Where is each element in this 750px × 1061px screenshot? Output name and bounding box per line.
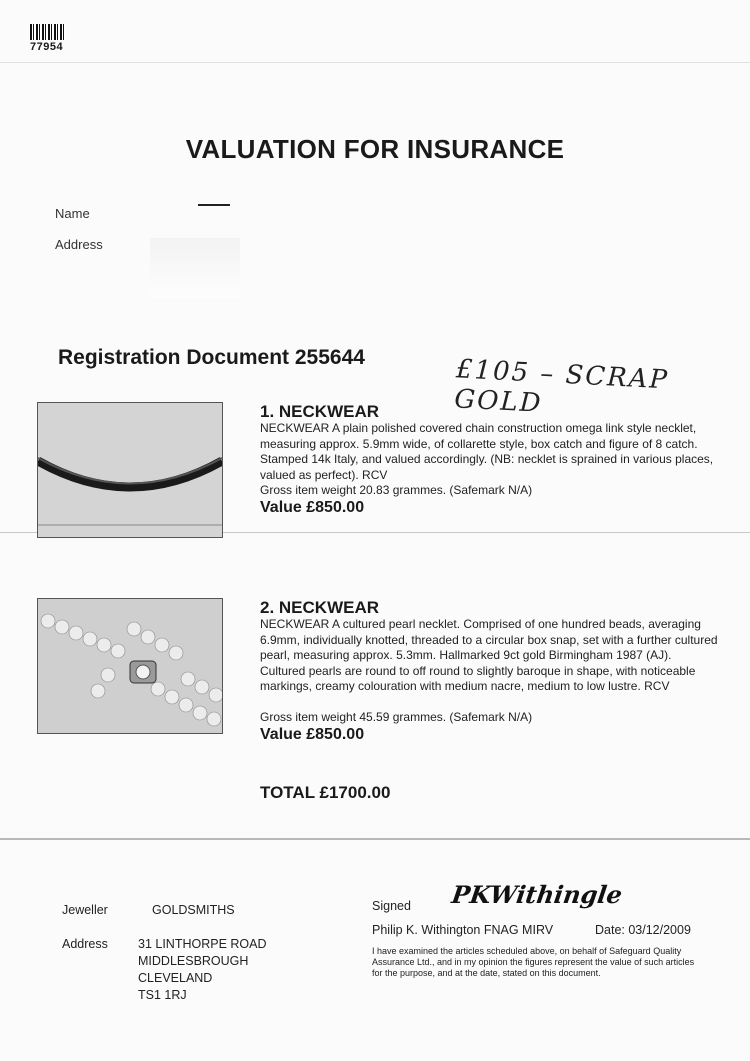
- signature-image: PKWithingle: [449, 880, 625, 909]
- item-value: Value £850.00: [260, 499, 365, 516]
- item-weight: Gross item weight 20.83 grammes. (Safemark N/A): [260, 483, 533, 497]
- item-description: NECKWEAR A cultured pearl necklet. Comprised of one hundred beads, averaging 6.9mm, individually knotted, threaded to a circular box snap, set with a further cultured pearl, measuring approx. 5.3mm. Hallmarked 9ct gold Birmingham 1987 (AJ). Cultured pearls are round to off round to slightly baroque in shape, with noticeable markings, creamy colouration with medium nacre, medium to low lustre. RCV: [260, 617, 718, 693]
- jeweller-name: GOLDSMITHS: [152, 903, 235, 917]
- valuer-statement: I have examined the articles scheduled above, on behalf of Safeguard Quality Assurance Ltd., and in my opinion the figures represent the value of such articles for the purpose, and at the date, stated on this document.: [372, 946, 695, 978]
- barcode-number: 77954: [30, 41, 64, 53]
- address-line: CLEVELAND: [138, 971, 213, 985]
- item-description: NECKWEAR A plain polished covered chain construction omega link style necklet, measuring approx. 5.9mm wide, of collarette style, box catch and figure of 8 catch. Stamped 14k Italy, and valued accordingly. (NB: necklet is sprained in various places, valued as perfect). RCV: [260, 421, 714, 482]
- jeweller-address: [138, 936, 267, 1004]
- redaction-mark: [198, 204, 230, 206]
- address-line: 31 LINTHORPE ROAD: [138, 937, 267, 951]
- chain-necklet-image: [38, 403, 222, 537]
- jeweller-address-label: Address: [62, 937, 108, 951]
- item-heading: 2. NECKWEAR: [260, 598, 380, 617]
- item-photo-pearls: [37, 598, 223, 734]
- handwritten-note: £105 – SCRAP GOLD: [453, 354, 670, 419]
- item-value: Value £850.00: [260, 726, 365, 743]
- document-title: VALUATION FOR INSURANCE: [185, 134, 565, 164]
- address-label: Address: [55, 237, 103, 252]
- valuation-date: Date: 03/12/2009: [595, 923, 691, 937]
- barcode: [30, 24, 66, 40]
- pearl-necklet-image: [38, 599, 222, 733]
- name-label: Name: [55, 206, 90, 221]
- item-weight: Gross item weight 45.59 grammes. (Safemark N/A): [260, 710, 533, 724]
- item-heading: 1. NECKWEAR: [260, 402, 380, 421]
- signed-label: Signed: [372, 899, 411, 913]
- registration-number: Registration Document 255644: [58, 346, 365, 369]
- redacted-address: [150, 238, 240, 298]
- total-value: TOTAL £1700.00: [260, 783, 391, 802]
- item-photo-chain: [37, 402, 223, 538]
- paper-crease: [0, 838, 750, 840]
- paper-crease: [0, 62, 750, 63]
- jeweller-label: Jeweller: [62, 903, 108, 917]
- address-line: MIDDLESBROUGH: [138, 954, 249, 968]
- valuer-name: Philip K. Withington FNAG MIRV: [372, 923, 554, 937]
- address-line: TS1 1RJ: [138, 988, 187, 1002]
